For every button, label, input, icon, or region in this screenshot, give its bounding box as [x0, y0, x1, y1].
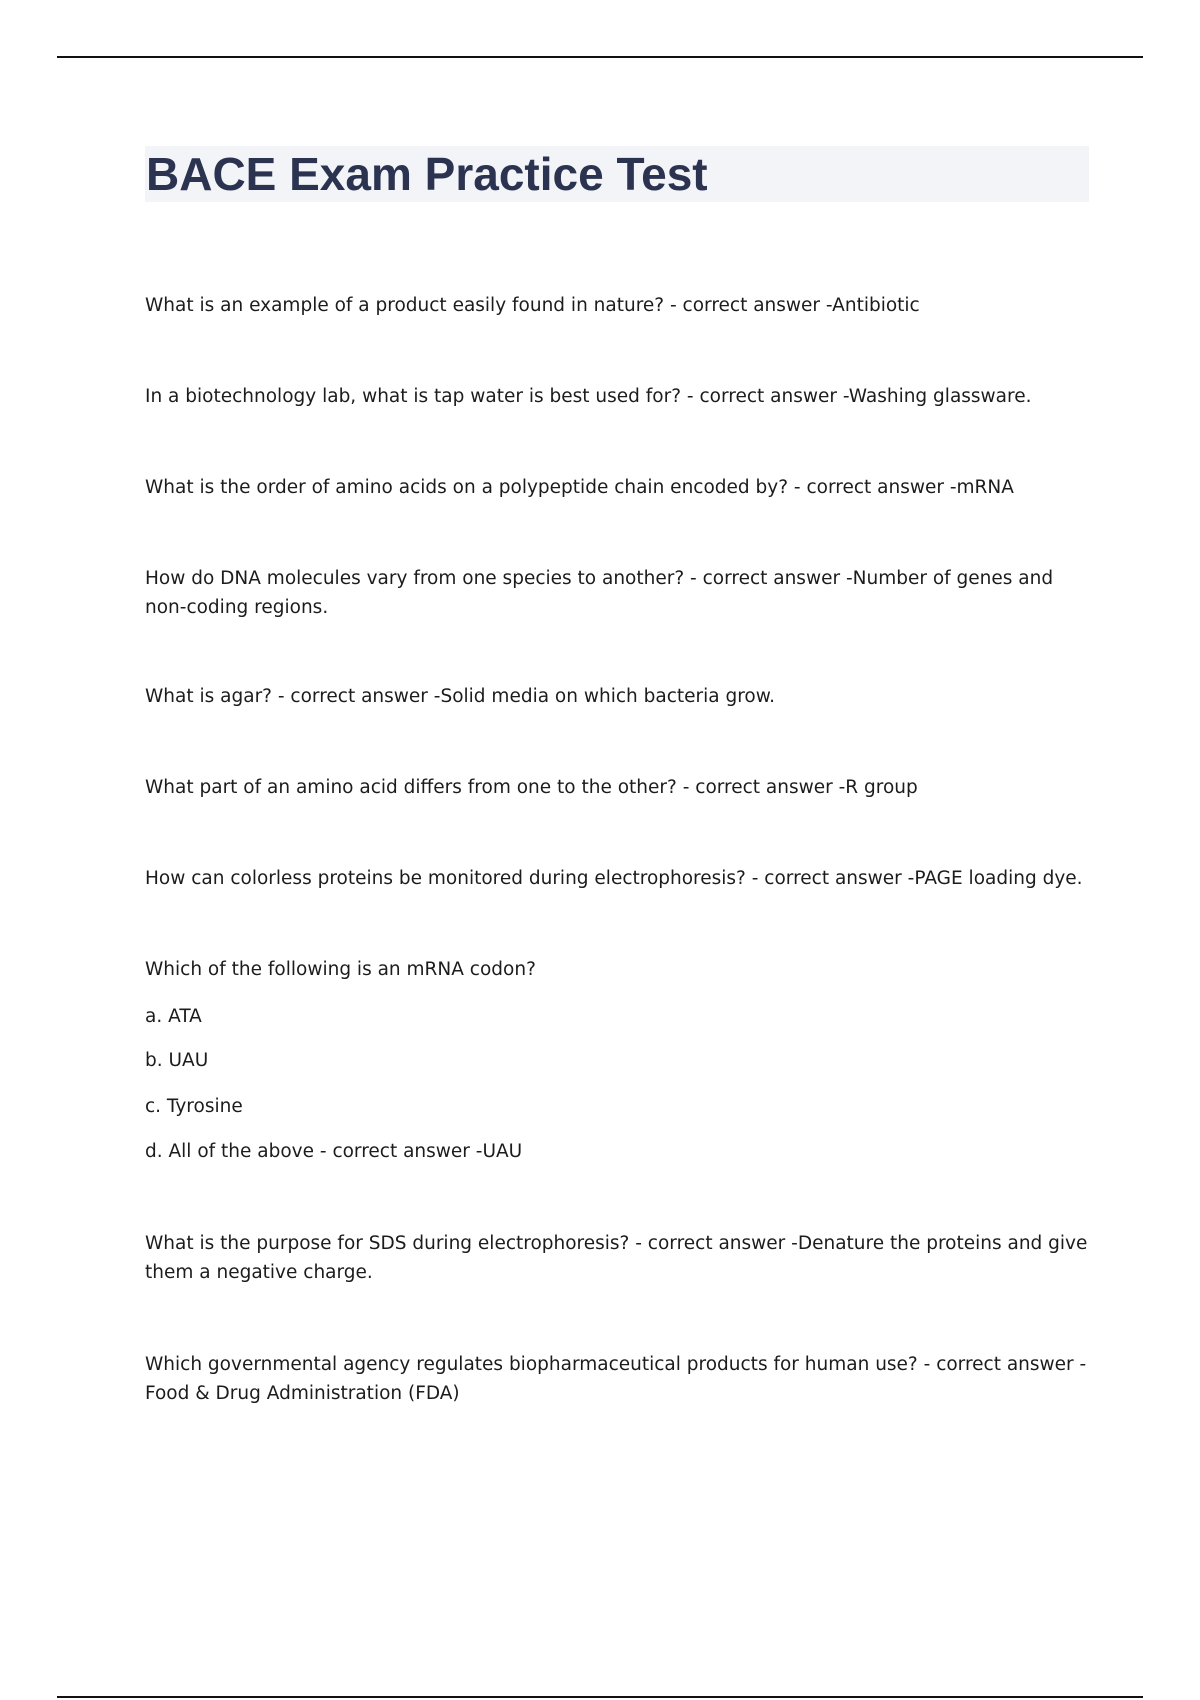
mc-option-a: a. ATA	[145, 1006, 202, 1027]
qa-item-2: In a biotechnology lab, what is tap water is best used for? - correct answer -Washing glassware.	[145, 386, 1032, 407]
qa-item-7: How can colorless proteins be monitored during electrophoresis? - correct answer -PAGE loading dye.	[145, 868, 1083, 889]
qa-item-3: What is the order of amino acids on a polypeptide chain encoded by? - correct answer -mRNA	[145, 477, 1014, 498]
qa-item-6: What part of an amino acid differs from one to the other? - correct answer -R group	[145, 777, 918, 798]
qa-item-9: Which governmental agency regulates biopharmaceutical products for human use? - correct answer -Food & Drug Administration (FDA)	[145, 1354, 1087, 1404]
bottom-rule	[57, 1696, 1143, 1698]
mc-option-b: b. UAU	[145, 1050, 209, 1071]
mc-question: Which of the following is an mRNA codon?	[145, 959, 536, 980]
mc-option-d: d. All of the above - correct answer -UAU	[145, 1141, 523, 1162]
page-title: BACE Exam Practice Test	[146, 148, 708, 200]
qa-item-5: What is agar? - correct answer -Solid media on which bacteria grow.	[145, 686, 776, 707]
mc-option-c: c. Tyrosine	[145, 1096, 243, 1117]
qa-item-8: What is the purpose for SDS during electrophoresis? - correct answer -Denature the proteins and give them a negative charge.	[145, 1233, 1088, 1283]
top-rule	[57, 56, 1143, 58]
qa-item-1: What is an example of a product easily found in nature? - correct answer -Antibiotic	[145, 295, 920, 316]
qa-item-4: How do DNA molecules vary from one species to another? - correct answer -Number of genes and non-coding regions.	[145, 568, 1054, 618]
